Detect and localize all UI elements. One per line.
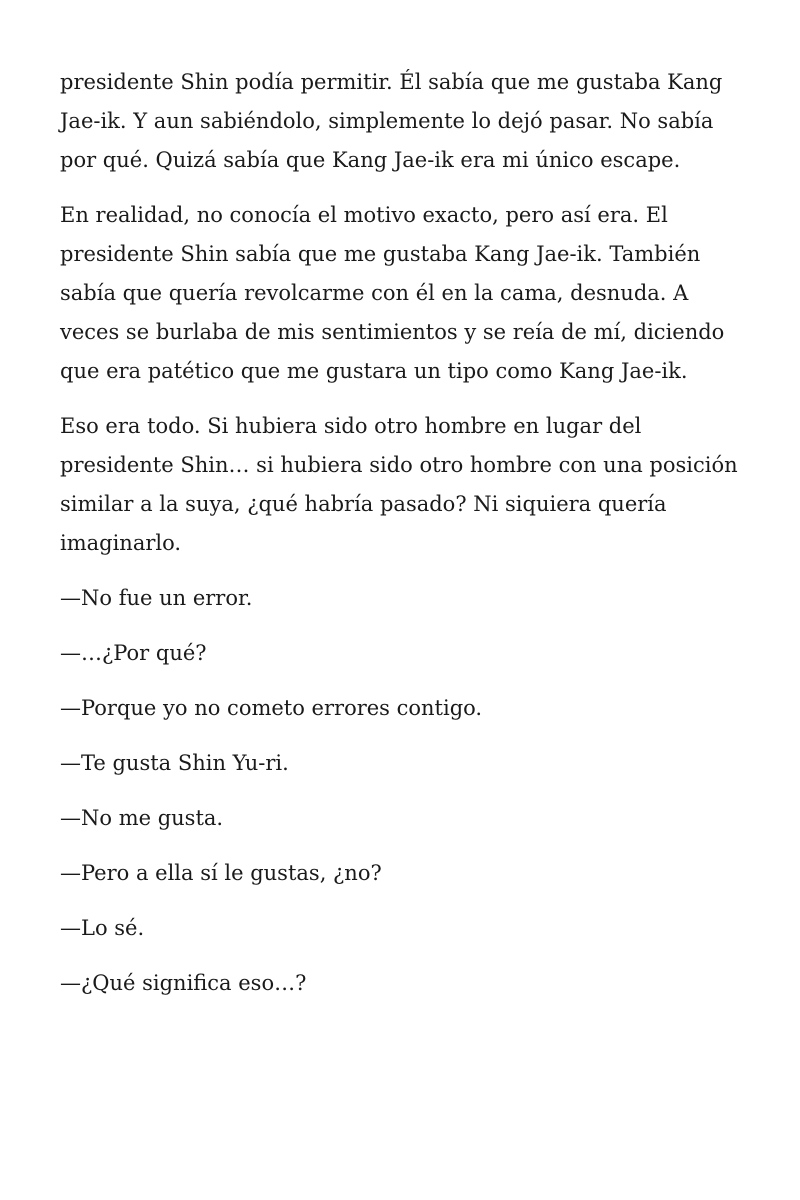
dialogue-line-4: —Te gusta Shin Yu-ri. bbox=[60, 751, 289, 775]
reading-page bbox=[60, 63, 740, 1019]
dialogue-line-7: —Lo sé. bbox=[60, 916, 145, 940]
dialogue-line-3: —Porque yo no cometo errores contigo. bbox=[60, 696, 483, 720]
paragraph-1: presidente Shin podía permitir. Él sabía que me gustaba Kang Jae-ik. Y aun sabiéndolo, simplemente lo dejó pasar. No sabía por qué. Quizá sabía que Kang Jae-ik era mi único escape. bbox=[60, 70, 723, 172]
dialogue-line-2: —…¿Por qué? bbox=[60, 641, 207, 665]
dialogue-line-5: —No me gusta. bbox=[60, 806, 224, 830]
paragraph-3: Eso era todo. Si hubiera sido otro hombre en lugar del presidente Shin… si hubiera sido otro hombre con una posición similar a la suya, ¿qué habría pasado? Ni siquiera quería imaginarlo. bbox=[60, 414, 738, 555]
paragraph-2: En realidad, no conocía el motivo exacto, pero así era. El presidente Shin sabía que me gustaba Kang Jae-ik. También sabía que quería revolcarme con él en la cama, desnuda. A veces se burlaba de mis sentimientos y se reía de mí, diciendo que era patético que me gustara un tipo como Kang Jae-ik. bbox=[60, 203, 725, 383]
dialogue-line-1: —No fue un error. bbox=[60, 586, 253, 610]
dialogue-line-6: —Pero a ella sí le gustas, ¿no? bbox=[60, 861, 382, 885]
dialogue-line-8: —¿Qué significa eso…? bbox=[60, 971, 307, 995]
